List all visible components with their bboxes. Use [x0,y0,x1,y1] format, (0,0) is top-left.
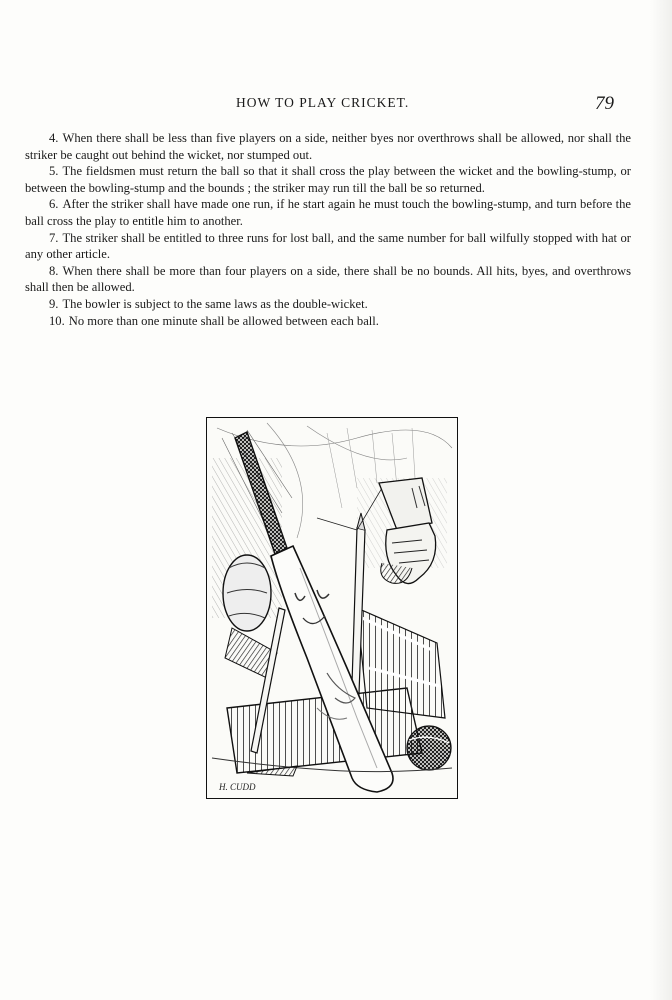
rule-text: After the striker shall have made one run, if he start again he must touch the bowling-stump, and turn before the ball cross the play to entitle him to another. [25,197,631,228]
rule-number: 6. [49,197,59,212]
rule-text: The bowler is subject to the same laws as the double-wicket. [62,296,368,311]
rule-text: When there shall be less than five players on a side, neither byes nor overthrows shall be allowed, nor shall the striker be caught out behind the wicket, nor stumped out. [25,131,631,162]
rule-text: When there shall be more than four players on a side, there shall be no bounds. All hits, byes, and overthrows shall then be allowed. [25,263,631,295]
cricket-ball-icon [407,726,451,770]
rule-number: 4. [49,131,59,145]
rule-text: The striker shall be entitled to three runs for lost ball, and the same number for ball wilfully stopped with hat or any other article. [25,230,631,262]
engraving-drawing [207,418,457,798]
cricket-equipment-engraving [206,417,458,799]
rule-paragraph [25,296,631,313]
rule-paragraph [25,313,631,330]
rule-number: 7. [49,230,59,245]
rule-paragraph [25,263,631,296]
rule-number: 8. [49,263,59,278]
rule-paragraph [25,163,631,196]
page-number: 79 [595,93,614,114]
engraver-signature: H. CUDD [219,782,256,792]
rule-text: No more than one minute shall be allowed between each ball. [68,313,379,328]
running-head: HOW TO PLAY CRICKET. [236,95,410,110]
rule-number: 10. [49,313,65,328]
rule-text: The fieldsmen must return the ball so that it shall cross the play between the wicket and the bowling-stump, or between the bowling-stump and the bounds ; the striker may run till the ball be so returned. [25,164,631,195]
rule-paragraph [25,196,631,229]
page-edge-shadow [650,0,672,1000]
rule-paragraph [25,130,631,163]
rules-text [25,130,631,329]
rule-paragraph [25,230,631,263]
rule-number: 5. [49,164,59,179]
rule-number: 9. [49,296,59,311]
